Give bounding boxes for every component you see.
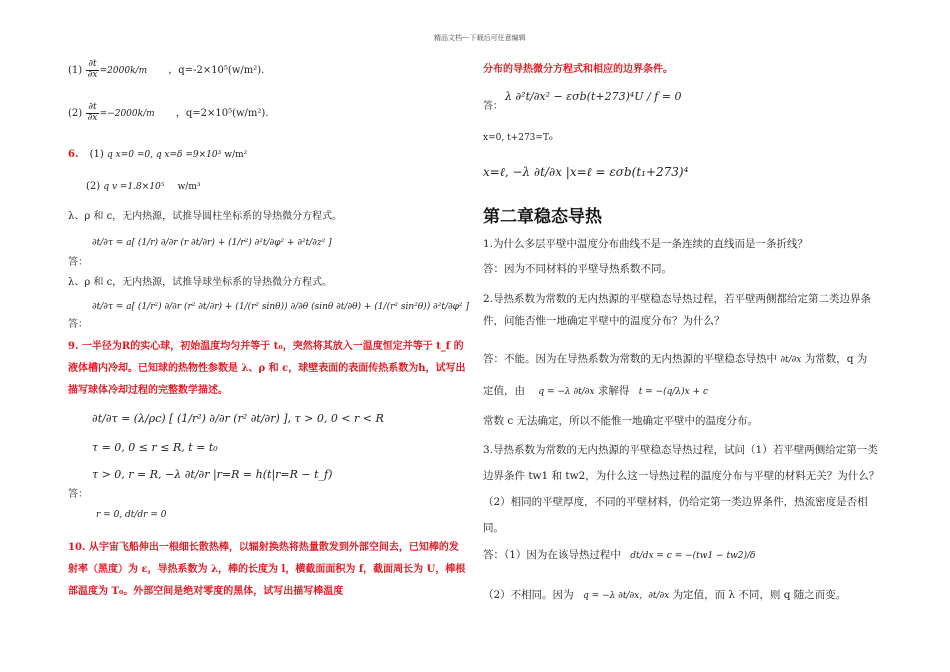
page-header: 精品文档---下载后可任意编辑 [434,34,526,42]
q6a-eq: q x=0 =0, q x=δ =9×10³ [107,150,222,160]
p-a3-line2 [483,588,846,604]
p-a2-line3: 常数 c 无法确定，所以不能惟一地确定平壁中的温度分布。 [483,415,759,427]
q6b-unit: w/m³ [177,182,201,192]
r-equation: λ ∂²t/∂x² − εσb(t+273)⁴U / f = 0 [505,90,682,103]
q6b-eq: q v =1.8×10⁵ [103,182,165,192]
q8-answer-label: 答： [68,319,88,330]
eq-line-1 [68,60,264,81]
r-answer-label: 答： [483,101,503,112]
q7-answer-label: 答： [68,257,88,268]
eq1-label: (1) [68,64,83,76]
chapter-title: 第二章稳态导热 [483,207,602,227]
r-bc1: x=0, t+273=T₀ [483,133,553,143]
q9-text: 9. 一半径为R的实心球，初始温度均匀并等于 t₀，突然将其放入一温度恒定并等于 t_f 的液体槽内冷却。已知球的热物性参数是 λ、ρ 和 c，球壁表面的表面传热系数为h，试写出描写球体冷却过程的完整数学描述。 [68,341,466,396]
eq2-q: ，q=2×10⁵(w/m²). [175,107,269,119]
q8-equation: ∂t/∂τ = a[ (1/r²) ∂/∂r (r² ∂t/∂r) + (1/(r² sinθ)) ∂/∂θ (sinθ ∂t/∂θ) + (1/(r² sin²θ)) ∂²t/∂φ² ] [92,302,469,312]
q9-eq1: ∂t/∂τ = (λ/ρc) [ (1/r²) ∂/∂r (r² ∂t/∂r) ], τ > 0, 0 < r < R [92,412,384,425]
q9-eq2: τ = 0, 0 ≤ r ≤ R, t = t₀ [92,441,218,454]
p-a2-text-d: 求解得 [597,385,630,397]
p-a3-text-a: 答：（1）因为在该导热过程中 [483,549,621,561]
q6a-unit: w/m² [224,150,248,160]
p-q1: 1.为什么多层平壁中温度分布曲线不是一条连续的直线而是一条折线？ [483,238,809,250]
p-a3-text-b: （2）不相同。因为 [483,589,574,601]
eq-line-2 [68,103,269,124]
eq1-fraction: $\frac{\partial t}{\partial x}$ [87,59,98,80]
q6b-label: (2) [86,181,101,192]
r-bc2: x=ℓ, −λ ∂t/∂x |x=ℓ = εσb(t₁+273)⁴ [483,165,689,179]
p-a3-eq2: q = −λ ∂t/∂x，∂t/∂x [583,591,670,601]
p-a2-text-a: 答：不能。因为在导热系数为常数的无内热源的平壁稳态导热中 [483,353,777,365]
p-a2-text-b: 为常数，q 为 [804,353,868,365]
q7-equation: ∂t/∂τ = a[ (1/r) ∂/∂r (r ∂t/∂r) + (1/r²) ∂²t/∂φ² + ∂²t/∂z² ] [92,238,332,248]
p-a1: 答：因为不同材料的平壁导热系数不同。 [483,263,672,275]
p-a3-text-c: 为定值，而 λ 不同，则 q 随之而变。 [672,589,847,601]
eq2-rhs: =−2000k/m [99,108,155,119]
p-a3-line1 [483,548,755,564]
p-a2-line2 [483,384,708,400]
eq2-label: (2) [68,107,83,119]
p-a2-line1 [483,352,867,368]
q6-line-a [68,148,247,163]
p-a2-eq2: t = −(q/λ)x + c [638,387,709,397]
q9-answer-label: 答： [68,489,88,500]
q6-number: 6. [68,149,79,160]
p-a2-frac: ∂t/∂x [780,355,802,365]
q7-text: λ、ρ 和 c，无内热源，试推导圆柱坐标系的导热微分方程式。 [68,211,343,222]
p-a2-eq1: q = −λ ∂t/∂x [538,387,595,397]
p-a3-eq: dt/dx = c = −(tw1 − tw2)/δ [630,551,756,561]
q8-text: λ、ρ 和 c，无内热源，试推导球坐标系的导热微分方程式。 [68,277,333,288]
eq2-fraction: $\frac{\partial t}{\partial x}$ [87,102,98,123]
q10-text: 10. 从宇宙飞船伸出一根细长散热棒，以辐射换热将热量散发到外部空间去，已知棒的发射率（黑度）为 ε，导热系数为 λ，棒的长度为 l，横截面面积为 f，截面周长为 U，棒根部温度为 T₀。外部空间是绝对零度的黑体，试写出描写棒温度 [68,542,466,597]
p-a2-text-c: 定值，由 [483,385,525,397]
eq1-rhs: =2000k/m [99,65,148,76]
q9-eq3: τ > 0, r = R, −λ ∂t/∂r |r=R = h(t|r=R − t_f) [92,468,333,481]
eq1-q: ，q=-2×10⁵(w/m²). [168,64,265,76]
q6-line-b [86,180,200,195]
p-q3: 3.导热系数为常数的无内热源的平壁稳态导热过程，试问（1）若平壁两侧给定第一类边界条件 tw1 和 tw2，为什么这一导热过程的温度分布与平壁的材料无关？为什么？（2）相同的平壁厚度，不同的平壁材料，仍给定第一类边界条件，热流密度是否相同。 [483,444,880,534]
q6a-label: (1) [89,149,104,160]
q9-eq4: r = 0, dt/dr = 0 [96,510,167,520]
q10-continuation: 分布的导热微分方程式和相应的边界条件。 [483,64,673,75]
p-q2: 2.导热系数为常数的无内热源的平壁稳态导热过程，若平壁两侧都给定第二类边界条件，问能否惟一地确定平壁中的温度分布？为什么？ [483,293,872,327]
